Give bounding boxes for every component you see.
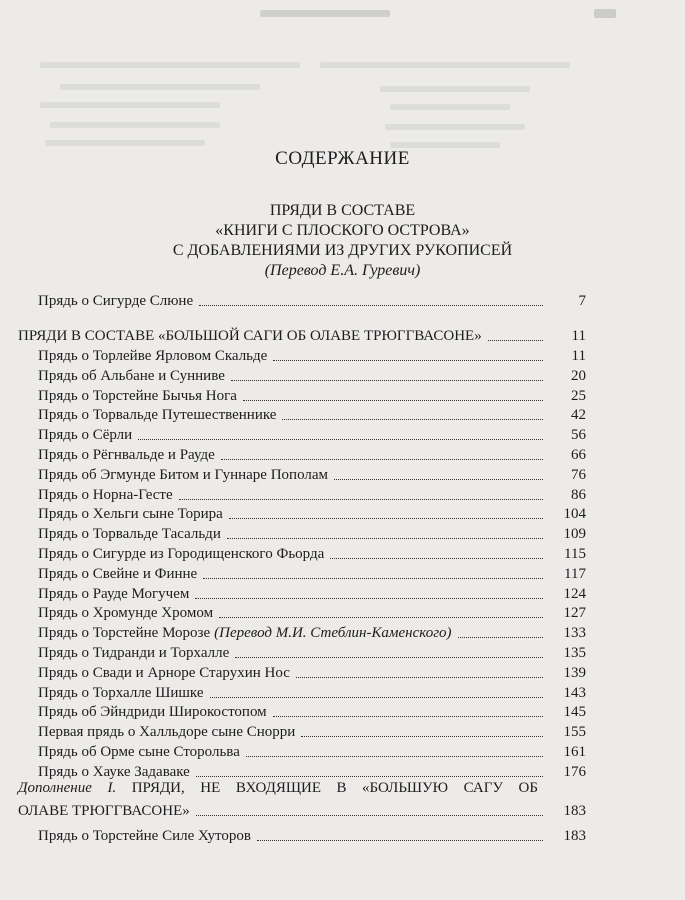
toc-entry[interactable] bbox=[38, 761, 586, 781]
toc-entry-page: 133 bbox=[563, 625, 586, 642]
toc-entry[interactable] bbox=[38, 404, 586, 424]
leader-dots bbox=[246, 756, 543, 757]
section2-heading-label: ПРЯДИ В СОСТАВЕ «БОЛЬШОЙ САГИ ОБ ОЛАВЕ ТРЮГГВАСОНЕ» bbox=[18, 328, 482, 344]
toc-entry-label: Прядь об Эгмунде Битом и Гуннаре Пополам bbox=[38, 466, 329, 483]
toc-entry[interactable] bbox=[38, 682, 586, 702]
leader-dots bbox=[195, 598, 543, 599]
toc-entry-page: 161 bbox=[563, 744, 586, 760]
toc-entry[interactable] bbox=[38, 444, 586, 464]
section1-heading-line1: ПРЯДИ В СОСТАВЕ bbox=[269, 202, 416, 219]
leader-dots bbox=[210, 697, 544, 698]
toc-entry-page: 42 bbox=[571, 407, 586, 424]
toc-entry-page: 76 bbox=[571, 466, 586, 483]
toc-entry[interactable] bbox=[38, 662, 586, 682]
leader-dots bbox=[227, 538, 543, 539]
toc-entry[interactable] bbox=[38, 741, 586, 761]
toc-entry-page: 7 bbox=[578, 293, 586, 309]
leader-dots bbox=[231, 380, 543, 381]
toc-entry-label: Первая прядь о Халльдоре сыне Снорри bbox=[38, 724, 296, 741]
toc-entry-page: 143 bbox=[563, 684, 586, 701]
toc-entry[interactable] bbox=[38, 622, 586, 642]
leader-dots bbox=[138, 439, 543, 440]
toc-entry-label: Прядь о Сигурде из Городищенского Фьорда bbox=[38, 546, 325, 562]
leader-dots bbox=[235, 657, 543, 658]
section3-heading-label: ОЛАВЕ ТРЮГГВАСОНЕ» bbox=[18, 803, 190, 819]
toc-entry[interactable] bbox=[38, 523, 586, 543]
toc-entry-page: 127 bbox=[563, 605, 586, 622]
leader-dots bbox=[334, 479, 543, 480]
toc-entry-label: Прядь о Тидранди и Торхалле bbox=[38, 645, 230, 661]
toc-entry[interactable] bbox=[38, 701, 586, 721]
toc-entry[interactable] bbox=[38, 365, 586, 385]
leader-dots bbox=[273, 716, 543, 717]
leader-dots bbox=[458, 637, 543, 638]
toc-entry[interactable] bbox=[38, 563, 586, 583]
toc-entry-page: 124 bbox=[563, 585, 586, 602]
leader-dots bbox=[273, 360, 543, 361]
toc-entry-label: Прядь о Хауке Задаваке bbox=[38, 763, 190, 780]
leader-dots bbox=[243, 400, 543, 401]
leader-dots bbox=[301, 736, 543, 737]
section1-heading-line2: «КНИГИ С ПЛОСКОГО ОСТРОВА» bbox=[215, 222, 470, 239]
toc-entry[interactable] bbox=[38, 345, 586, 365]
toc-entry[interactable] bbox=[38, 424, 586, 444]
toc-entry-page: 135 bbox=[563, 645, 586, 661]
leader-dots bbox=[179, 499, 543, 500]
toc-entry-translator: (Перевод М.И. Стеблин-Каменского) bbox=[214, 625, 452, 642]
toc-entry[interactable] bbox=[38, 484, 586, 504]
leader-dots bbox=[221, 459, 543, 460]
toc-entry[interactable] bbox=[38, 503, 586, 523]
toc-entry-label: Прядь о Торстейне Бычья Нога bbox=[38, 387, 237, 404]
toc-entry-page: 86 bbox=[571, 486, 586, 503]
toc-entry-label: Прядь о Рёгнвальде и Рауде bbox=[38, 447, 215, 463]
leader-dots bbox=[257, 840, 543, 841]
leader-dots bbox=[203, 578, 543, 579]
toc-entry-label: Прядь о Норна-Гесте bbox=[38, 486, 173, 503]
section2-heading-page: 11 bbox=[571, 328, 586, 344]
section2-heading[interactable] bbox=[18, 325, 586, 345]
toc-entry-page: 176 bbox=[563, 763, 586, 780]
toc-entry-page: 104 bbox=[563, 506, 586, 523]
toc-entry-label: Прядь о Торстейне Морозе bbox=[38, 625, 211, 642]
toc-entry-page: 109 bbox=[563, 526, 586, 543]
toc-entry[interactable] bbox=[38, 385, 586, 405]
toc-entry-label: Прядь о Торвальде Путешественнике bbox=[38, 407, 277, 424]
toc-entry-page: 115 bbox=[564, 546, 586, 562]
toc-entry-label: Прядь о Торхалле Шишке bbox=[38, 684, 204, 701]
leader-dots bbox=[282, 419, 543, 420]
toc-entry[interactable] bbox=[38, 543, 586, 563]
toc-entry-page: 66 bbox=[571, 447, 586, 463]
section1-translator: (Перевод Е.А. Гуревич) bbox=[264, 262, 421, 279]
toc-entry-label: Прядь о Хромунде Хромом bbox=[38, 605, 214, 622]
toc-entry-label: Прядь о Сёрли bbox=[38, 427, 133, 444]
toc-entry[interactable] bbox=[38, 642, 586, 662]
toc-entry-page: 139 bbox=[563, 664, 586, 681]
toc-entry-page: 117 bbox=[564, 565, 586, 582]
leader-dots bbox=[296, 677, 543, 678]
leader-dots bbox=[488, 340, 543, 341]
toc-entry[interactable] bbox=[38, 721, 586, 741]
leader-dots bbox=[196, 815, 543, 816]
toc-entry-label: Прядь о Сигурде Слюне bbox=[38, 293, 194, 309]
toc-entry-page: 155 bbox=[563, 724, 586, 741]
toc-entry-label: Прядь об Эйндриди Широкостопом bbox=[38, 704, 267, 721]
leader-dots bbox=[219, 617, 543, 618]
page-title: СОДЕРЖАНИЕ bbox=[275, 148, 410, 169]
toc-entry-page: 20 bbox=[571, 367, 586, 384]
toc-entry[interactable] bbox=[38, 825, 586, 845]
toc-entry-label: Прядь о Хельги сыне Торира bbox=[38, 506, 223, 523]
toc-entry-label: Прядь об Орме сыне Сторольва bbox=[38, 744, 240, 760]
leader-dots bbox=[229, 518, 543, 519]
toc-entry-label: Прядь о Свейне и Финне bbox=[38, 565, 198, 582]
toc-entry-page: 11 bbox=[571, 348, 586, 364]
section3-heading-line2[interactable] bbox=[18, 800, 586, 820]
toc-entry-page: 56 bbox=[571, 427, 586, 444]
toc-entry-label: Прядь о Торстейне Силе Хуторов bbox=[38, 828, 251, 844]
toc-entry-page: 183 bbox=[563, 828, 586, 844]
toc-entry-label: Прядь об Альбане и Сунниве bbox=[38, 367, 225, 384]
toc-entry-label: Прядь о Рауде Могучем bbox=[38, 585, 190, 602]
toc-entry-label: Прядь о Торвальде Тасальди bbox=[38, 526, 221, 543]
leader-dots bbox=[196, 776, 543, 777]
toc-entry-page: 145 bbox=[563, 704, 586, 721]
toc-entry-label: Прядь о Свади и Арноре Старухин Нос bbox=[38, 664, 290, 681]
leader-dots bbox=[199, 305, 543, 306]
leader-dots bbox=[330, 558, 543, 559]
section1-heading-line3: С ДОБАВЛЕНИЯМИ ИЗ ДРУГИХ РУКОПИСЕЙ bbox=[172, 242, 513, 259]
section3-heading-page: 183 bbox=[563, 803, 586, 819]
toc-entry[interactable] bbox=[38, 464, 586, 484]
toc-entry-label: Прядь о Торлейве Ярловом Скальде bbox=[38, 348, 268, 364]
toc-entry[interactable] bbox=[38, 602, 586, 622]
section3-heading-line1[interactable]: Дополнение I. ПРЯДИ, НЕ ВХОДЯЩИЕ В «БОЛЬШУЮ САГУ ОБ bbox=[18, 780, 538, 796]
toc-entry[interactable] bbox=[38, 290, 586, 310]
toc-entry-page: 25 bbox=[571, 387, 586, 404]
toc-entry[interactable] bbox=[38, 583, 586, 603]
